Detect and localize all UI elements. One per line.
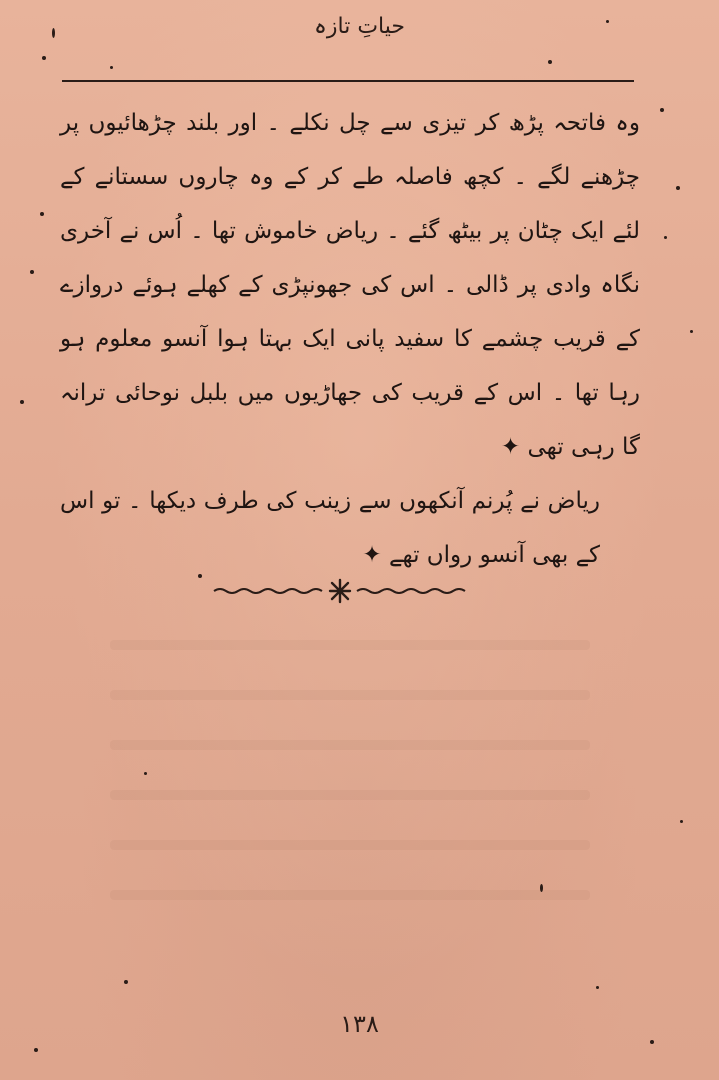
paper-speck (690, 330, 693, 333)
paper-speck (664, 236, 667, 239)
bleed-through-texture (110, 740, 590, 750)
paper-speck (660, 108, 664, 112)
paper-speck (198, 574, 202, 578)
paper-speck (40, 212, 44, 216)
header-rule (62, 80, 634, 82)
bleed-through-texture (110, 790, 590, 800)
paper-speck (20, 400, 24, 404)
paper-speck (52, 28, 55, 38)
paper-speck (650, 1040, 654, 1044)
bleed-through-texture (110, 890, 590, 900)
paper-speck (596, 986, 599, 989)
running-head: حیاتِ تازہ (314, 14, 405, 39)
paragraph-2: ریاض نے پُرنم آنکھوں سے زینب کی طرف دیکھا ۔ تو اس کے بھی آنسو رواں تھے ✦ (60, 488, 600, 568)
paper-speck (680, 820, 683, 823)
paragraph-1: وہ فاتحہ پڑھ کر تیزی سے چل نکلے ۔ اور بلند چڑھائیوں پر چڑھنے لگے ۔ کچھ فاصلہ طے کر کے وہ چاروں سستانے کے لئے ایک چٹان پر بیٹھ گئے ۔ ریاض خاموش تھا ۔ اُس نے آخری نگاہ وادی پر ڈالی ۔ اس کی جھونپڑی کے کھلے ہوئے دروازے کے قریب چشمے کا سفید پانی ایک بہتا ہوا آنسو معلوم ہو رہا تھا ۔ اس کے قریب کی جھاڑیوں میں بلبل نوحائی ترانہ گا رہی تھی ✦ (60, 110, 640, 460)
asterisk-flourish-icon (212, 576, 467, 606)
paper-speck (548, 60, 552, 64)
paper-speck (606, 20, 609, 23)
paper-speck (676, 186, 680, 190)
bleed-through-texture (110, 640, 590, 650)
paper-speck (144, 772, 147, 775)
paper-speck (124, 980, 128, 984)
body-text (60, 96, 640, 582)
paper-speck (30, 270, 34, 274)
bleed-through-texture (110, 840, 590, 850)
paper-speck (42, 56, 46, 60)
paper-speck (540, 884, 543, 892)
paper-speck (110, 66, 113, 69)
bleed-through-texture (110, 690, 590, 700)
paper-speck (34, 1048, 38, 1052)
page-number: ۱۳۸ (340, 1010, 379, 1038)
